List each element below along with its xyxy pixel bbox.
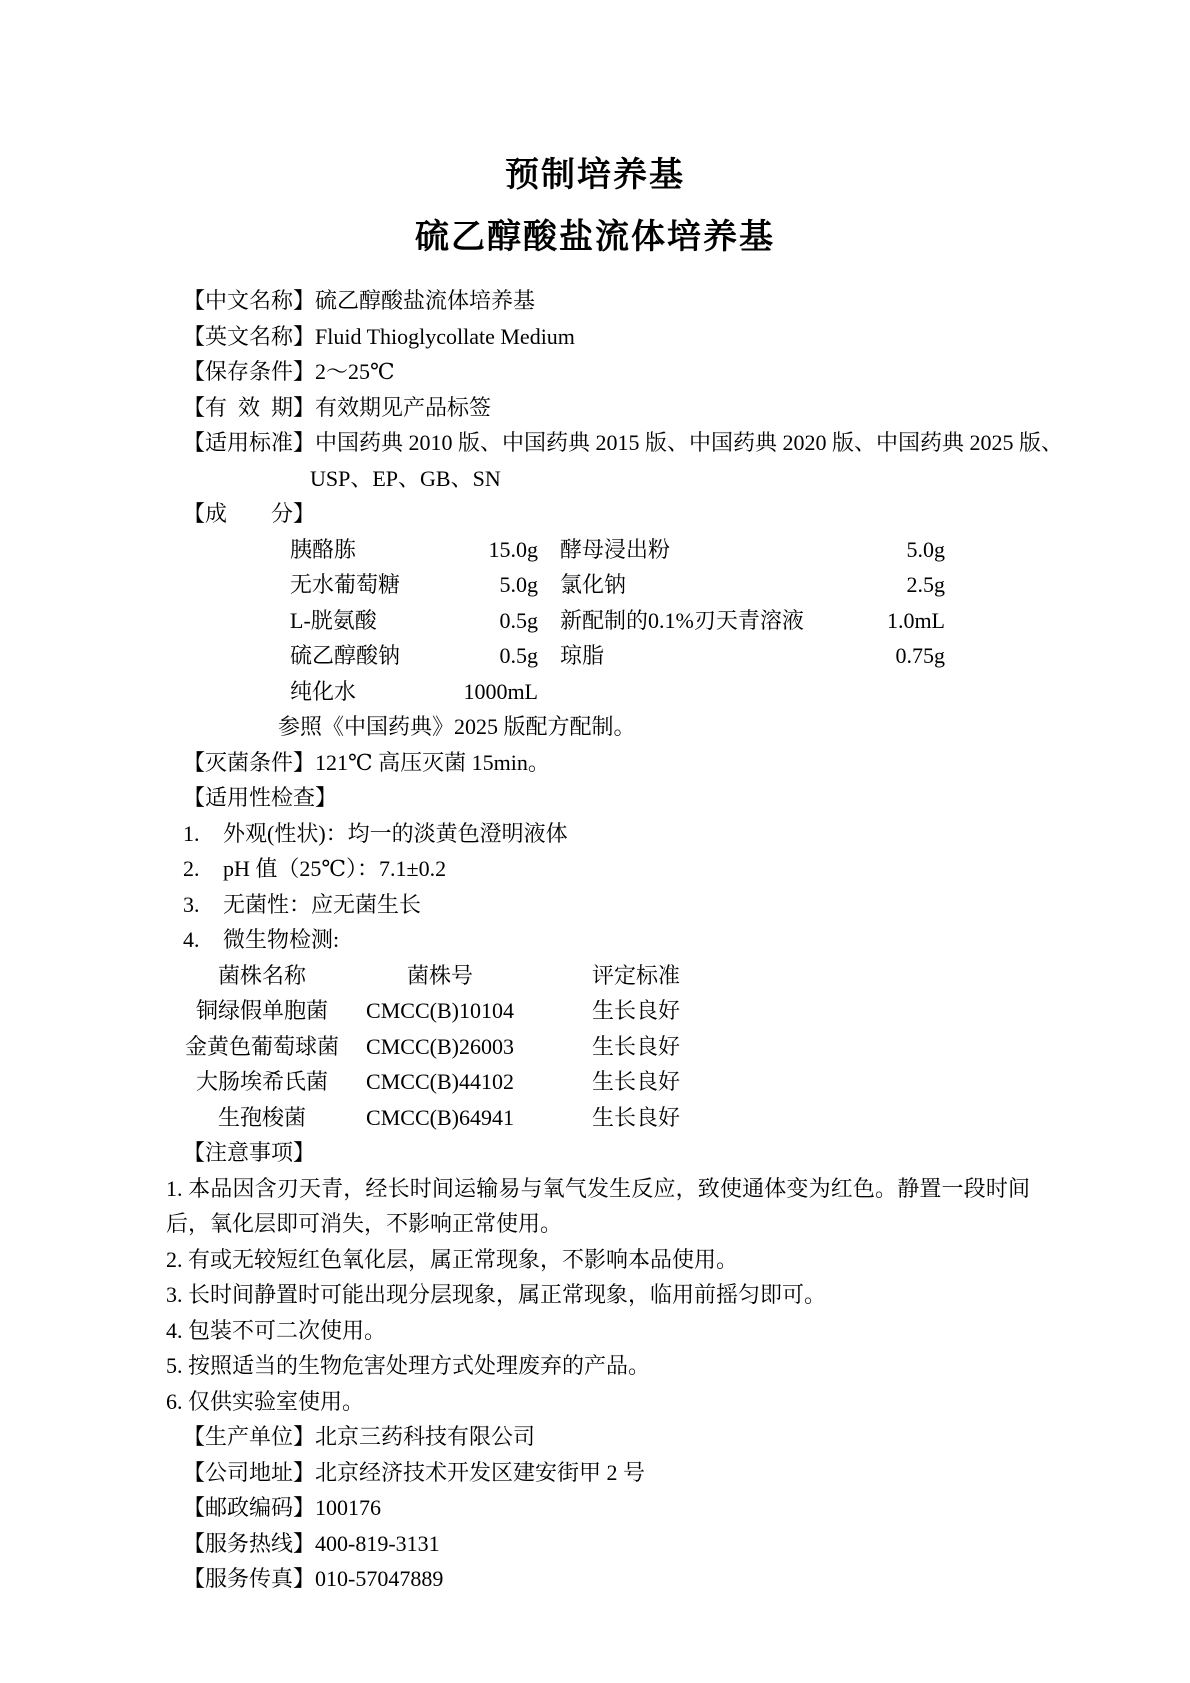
footer-line-postal-code — [183, 1490, 1030, 1526]
strain-table-row — [183, 1100, 1030, 1136]
suitability-item-appearance — [183, 816, 1030, 852]
composition-row — [290, 603, 1030, 639]
field-label: 【服务传真】 — [183, 1566, 316, 1591]
item-text: 微生物检测: — [223, 927, 340, 952]
suitability-item-sterility — [183, 887, 1030, 923]
footer-line-address — [183, 1455, 1030, 1491]
ingredient-amount: 5.0g — [906, 536, 945, 562]
field-label: 【生产单位】 — [183, 1424, 316, 1449]
sterilization-line — [183, 745, 1030, 781]
strain-name-cell: 金黄色葡萄球菌 — [184, 1033, 339, 1059]
field-value: 010-57047889 — [315, 1566, 444, 1591]
strain-number-cell: CMCC(B)10104 — [366, 998, 514, 1023]
strain-table-header-row — [183, 958, 1030, 994]
ingredient-amount: 1.0mL — [886, 607, 945, 633]
field-label: 【公司地址】 — [183, 1459, 316, 1485]
notice-item: 3. 长时间静置时可能出现分层现象，属正常现象，临用前摇匀即可。 — [166, 1282, 827, 1307]
strain-name-cell: 铜绿假单胞菌 — [195, 998, 328, 1023]
ingredient-name: L-胱氨酸 — [290, 607, 377, 633]
composition-reference-note: 参照《中国药典》2025 版配方配制。 — [278, 714, 636, 739]
footer-line-manufacturer — [183, 1419, 1030, 1455]
info-line-standards — [183, 425, 1064, 461]
field-value: 400-819-3131 — [315, 1530, 440, 1556]
field-value: 有效期见产品标签 — [315, 394, 492, 420]
strain-table-row — [183, 993, 1030, 1029]
notice-item: 2. 有或无较短红色氧化层，属正常现象，不影响本品使用。 — [166, 1246, 739, 1272]
info-line-standards-continued — [183, 461, 1030, 497]
field-value: 2～25℃ — [315, 359, 395, 384]
info-line-shelf-life — [183, 390, 1030, 426]
ingredient-amount: 2.5g — [906, 572, 945, 597]
strain-result-cell: 生长良好 — [592, 1104, 681, 1130]
notices-label — [183, 1135, 1030, 1171]
strain-name-cell: 生孢梭菌 — [217, 1104, 306, 1130]
notice-item: 6. 仅供实验室使用。 — [166, 1388, 365, 1414]
item-text: 外观(性状)：均一的淡黄色澄明液体 — [223, 820, 568, 846]
ingredient-amount: 5.0g — [499, 572, 538, 597]
ingredient-name: 氯化钠 — [560, 572, 627, 597]
ingredient-name: 胰酪胨 — [290, 536, 357, 562]
footer-line-service-fax — [183, 1561, 1030, 1597]
ingredient-amount: 15.0g — [488, 536, 538, 562]
info-line-chinese-name — [183, 283, 1030, 319]
ingredient-name: 硫乙醇酸钠 — [290, 643, 401, 668]
item-number: 4. — [183, 927, 200, 952]
strain-table-row — [183, 1029, 1030, 1065]
strain-name-header: 菌株名称 — [217, 962, 306, 988]
composition-label — [183, 496, 1030, 532]
notice-item: 1. 本品因含刃天青，经长时间运输易与氧气发生反应，致使通体变为红色。静置一段时间后，氧化层即可消失，不影响正常使用。 — [166, 1175, 1030, 1236]
ingredient-amount: 0.75g — [895, 643, 945, 668]
field-label: 【适用标准】 — [183, 430, 316, 455]
ingredient-amount: 0.5g — [499, 643, 538, 668]
strain-result-cell: 生长良好 — [592, 1033, 681, 1059]
ingredient-amount — [862, 674, 945, 710]
field-label: 【注意事项】 — [183, 1140, 316, 1165]
page-subtitle: 硫乙醇酸盐流体培养基 — [415, 219, 775, 256]
notice-item: 4. 包装不可二次使用。 — [166, 1317, 387, 1343]
strain-name-cell: 大肠埃希氏菌 — [195, 1069, 328, 1094]
field-label: 【中文名称】 — [183, 288, 316, 313]
strain-result-cell: 生长良好 — [592, 998, 681, 1023]
title-block — [0, 0, 1190, 258]
strain-result-cell: 生长良好 — [592, 1069, 681, 1094]
field-label: 【保存条件】 — [183, 359, 316, 384]
suitability-item-ph — [183, 851, 1030, 887]
suitability-item-microbial — [183, 922, 1030, 958]
footer-line-service-hotline — [183, 1526, 1030, 1562]
composition-row — [290, 532, 1030, 568]
document-body — [0, 283, 1190, 1597]
field-value: Fluid Thioglycollate Medium — [315, 323, 575, 349]
strain-result-header: 评定标准 — [592, 962, 681, 988]
ingredient-name: 琼脂 — [560, 643, 605, 668]
composition-row — [290, 674, 1030, 710]
field-label: 【邮政编码】 — [183, 1495, 316, 1520]
ingredient-name: 酵母浸出粉 — [560, 536, 671, 562]
field-label: 【有 效 期】 — [183, 394, 316, 420]
strain-number-cell: CMCC(B)44102 — [366, 1069, 514, 1094]
strain-number-header: 菌株号 — [406, 962, 473, 988]
strain-table-row — [183, 1064, 1030, 1100]
item-text: 无菌性：应无菌生长 — [223, 891, 422, 917]
field-label: 【适用性检查】 — [183, 785, 338, 810]
field-value: 硫乙醇酸盐流体培养基 — [315, 288, 536, 313]
field-value: USP、EP、GB、SN — [310, 465, 501, 491]
field-value: 中国药典 2010 版、中国药典 2015 版、中国药典 2020 版、中国药典 2025 版、 — [315, 430, 1064, 455]
composition-row — [290, 567, 1030, 603]
info-line-storage — [183, 354, 1030, 390]
page-title: 预制培养基 — [505, 157, 685, 194]
ingredient-amount: 0.5g — [499, 607, 538, 633]
suitability-label — [183, 780, 1030, 816]
strain-number-cell: CMCC(B)26003 — [366, 1033, 514, 1059]
info-line-english-name — [183, 319, 1030, 355]
ingredient-name: 无水葡萄糖 — [290, 572, 401, 597]
field-value: 121℃ 高压灭菌 15min。 — [315, 749, 550, 775]
field-label: 【灭菌条件】 — [183, 749, 316, 775]
item-number: 3. — [183, 891, 200, 917]
ingredient-name: 纯化水 — [290, 678, 357, 704]
field-value: 100176 — [315, 1495, 382, 1520]
strain-number-cell: CMCC(B)64941 — [366, 1104, 514, 1130]
ingredient-name: 新配制的0.1%刃天青溶液 — [560, 607, 804, 633]
field-label: 【服务热线】 — [183, 1530, 316, 1556]
field-value: 北京经济技术开发区建安街甲 2 号 — [315, 1459, 646, 1485]
notice-item: 5. 按照适当的生物危害处理方式处理废弃的产品。 — [166, 1353, 651, 1378]
field-label: 【英文名称】 — [183, 323, 316, 349]
composition-row — [290, 638, 1030, 674]
field-label: 【成 分】 — [183, 501, 316, 526]
ingredient-amount: 1000mL — [463, 678, 538, 704]
ingredient-name — [560, 674, 862, 710]
field-value: 北京三药科技有限公司 — [315, 1424, 536, 1449]
item-number: 1. — [183, 820, 200, 846]
item-text: pH 值（25℃）：7.1±0.2 — [223, 856, 447, 881]
item-number: 2. — [183, 856, 200, 881]
